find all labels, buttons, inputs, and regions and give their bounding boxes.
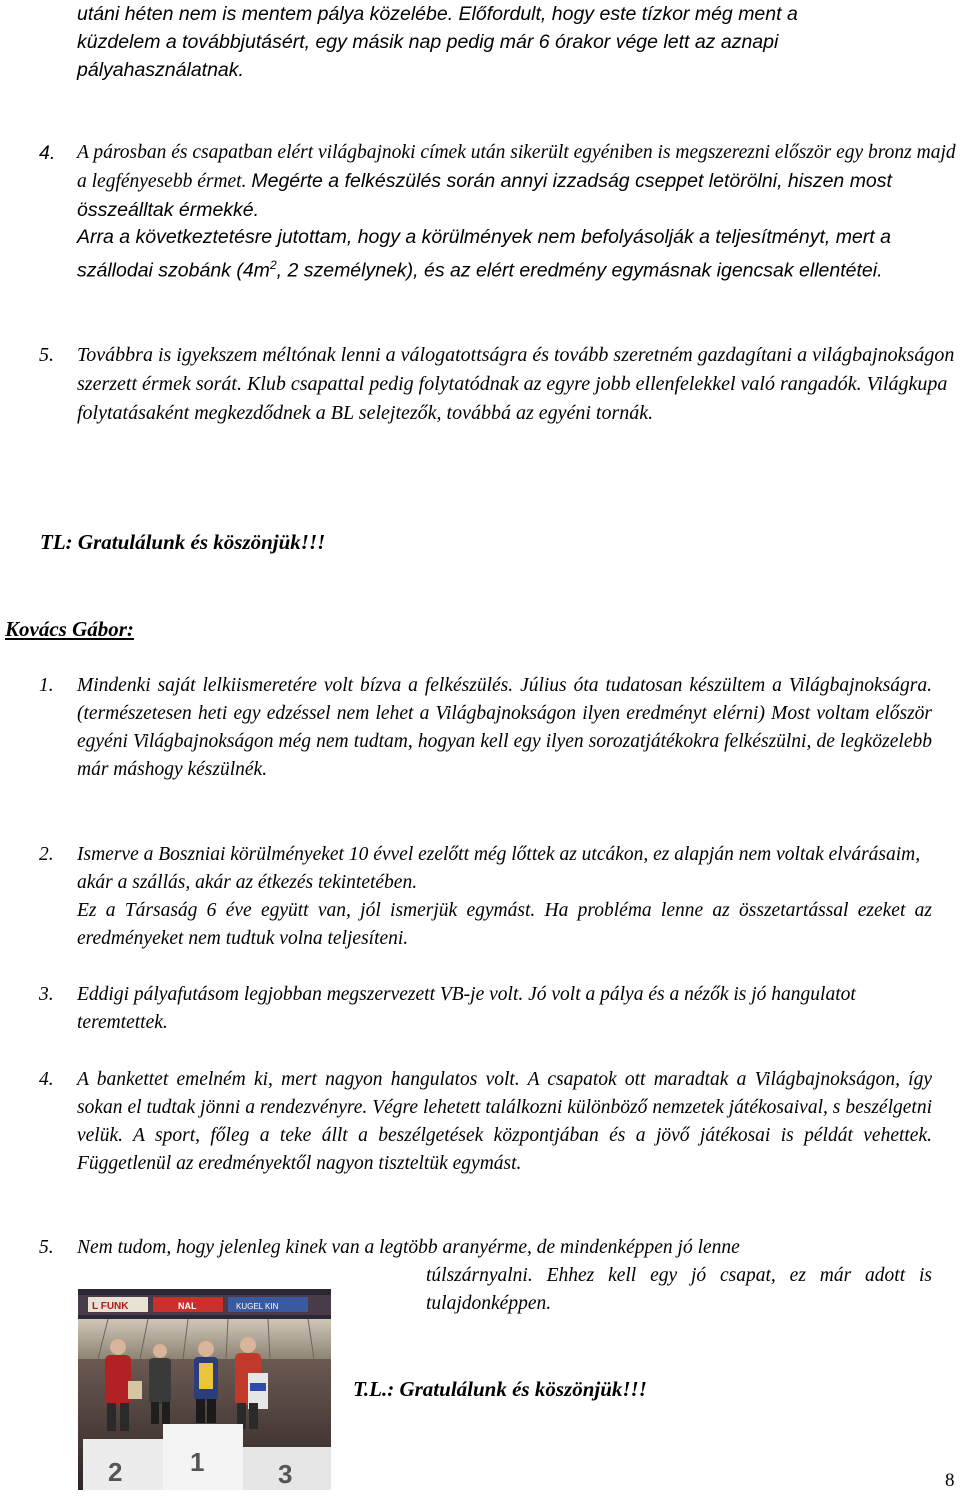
closing-thanks-2: T.L.: Gratulálunk és köszönjük!!! bbox=[353, 1377, 647, 1401]
podium-3-label: 3 bbox=[278, 1459, 293, 1489]
podium-photo-drawing bbox=[78, 1289, 331, 1490]
item5-text: Továbbra is igyekszem méltónak lenni a válogatottságra és tovább szeretném gazdagítani a világbajnokságon szerzett érmek sorát. Klub csapattal pedig folytatódnak az egyre jobb ellenfelekkel való rangadók. Világkupa folytatásaként megkezdődnek a BL selejtezők, továbbá az egyéni tornák. bbox=[77, 344, 955, 424]
banner-right-text: KUGEL KIN bbox=[236, 1302, 279, 1311]
item4-text bbox=[77, 139, 957, 225]
answer5-number: 5. bbox=[39, 1237, 54, 1258]
section-heading: Kovács Gábor: bbox=[5, 617, 134, 641]
intro-line: pályahasználatnak. bbox=[77, 59, 244, 81]
item4-serif-text: A párosban és csapatban elért világbajnoki címek után sikerült egyéniben is megszerezni először egy bronz majd a legfényesebb érmet. bbox=[77, 142, 956, 192]
answer3-number: 3. bbox=[39, 984, 54, 1005]
item4-paragraph2 bbox=[77, 223, 957, 285]
intro-text bbox=[77, 0, 957, 84]
answer1-number: 1. bbox=[39, 675, 54, 696]
podium-2-label: 2 bbox=[108, 1457, 123, 1487]
banner-left-text: L FUNK bbox=[92, 1301, 129, 1312]
item4-para2-after: , 2 személynek), és az elért eredmény egymásnak igencsak ellentétei. bbox=[276, 259, 883, 282]
answer4-number: 4. bbox=[39, 1069, 54, 1090]
podium-photo bbox=[78, 1289, 331, 1490]
closing-thanks-1: TL: Gratulálunk és köszönjük!!! bbox=[40, 530, 326, 554]
item4-para2-sup: 2 bbox=[269, 258, 277, 272]
answer3-text: Eddigi pályafutásom legjobban megszervezett VB-je volt. Jó volt a pálya és a nézők is jó hangulatot teremtettek. bbox=[77, 984, 856, 1033]
podium-1-label: 1 bbox=[190, 1447, 205, 1477]
answer2-text: Ismerve a Boszniai körülményeket 10 évvel ezelőtt még lőttek az utcákon, ez alapján nem voltak elvárásaim, akár a szállás, akár az étkezés tekintetében. bbox=[77, 844, 921, 893]
answer1-text: Mindenki saját lelkiismeretére volt bízva a felkészülés. Július óta tudatosan készültem a Világbajnokságra. (természetesen heti egy edzéssel nem lehet a Világbajnokságon ilyen eredményt elérni) Most voltam először egyéni Világbajnokságon még nem tudtam, hogyan kell egy ilyen sorozatjátékokra felkészülni, de legközelebb már máshogy készülnék. bbox=[77, 675, 932, 780]
intro-line: utáni héten nem is mentem pálya közelébe. Előfordult, hogy este tízkor még ment a bbox=[77, 3, 798, 25]
answer4-text: A bankettet emelném ki, mert nagyon hangulatos volt. A csapatok ott maradtak a Világbajnokságon, így sokan el tudtak jönni a rendezvényre. Végre lehetett találkozni különböző nemzetek játékosaival, s beszélgetni velük. A sport, főleg a teke állt a beszélgetések központjában és a jövő játékosai is példát vehettek. Függetlenül az eredményektől nagyon tiszteltük egymást. bbox=[77, 1069, 932, 1174]
answer5-text-rest: túlszárnyalni. Ehhez kell egy jó csapat, ez már adott is tulajdonképpen. bbox=[426, 1265, 932, 1314]
banner-mid-text: NAL bbox=[178, 1301, 197, 1311]
item5-number: 5. bbox=[39, 344, 54, 366]
answer5-text-first: Nem tudom, hogy jelenleg kinek van a legtöbb aranyérme, de mindenképpen jó lenne bbox=[77, 1237, 740, 1258]
intro-line: küzdelem a továbbjutásért, egy másik nap pedig már 6 órakor vége lett az aznapi bbox=[77, 31, 779, 53]
answer2-text2: Ez a Társaság 6 éve együtt van, jól ismerjük egymást. Ha probléma lenne az összetartással ezeket az eredményeket nem tudtuk volna teljesíteni. bbox=[77, 900, 932, 949]
item4-sans-text: Megérte a felkészülés során annyi izzadság cseppet letörölni, hiszen most összeálltak érmekké. bbox=[77, 170, 892, 221]
item4-para2-before: Arra a következtetésre jutottam, hogy a körülmények nem befolyásolják a teljesítményt, mert a szállodai szobánk (4m bbox=[77, 226, 891, 282]
page-number: 8 bbox=[945, 1470, 955, 1491]
answer2-number: 2. bbox=[39, 844, 54, 865]
item4-number: 4. bbox=[39, 142, 56, 164]
